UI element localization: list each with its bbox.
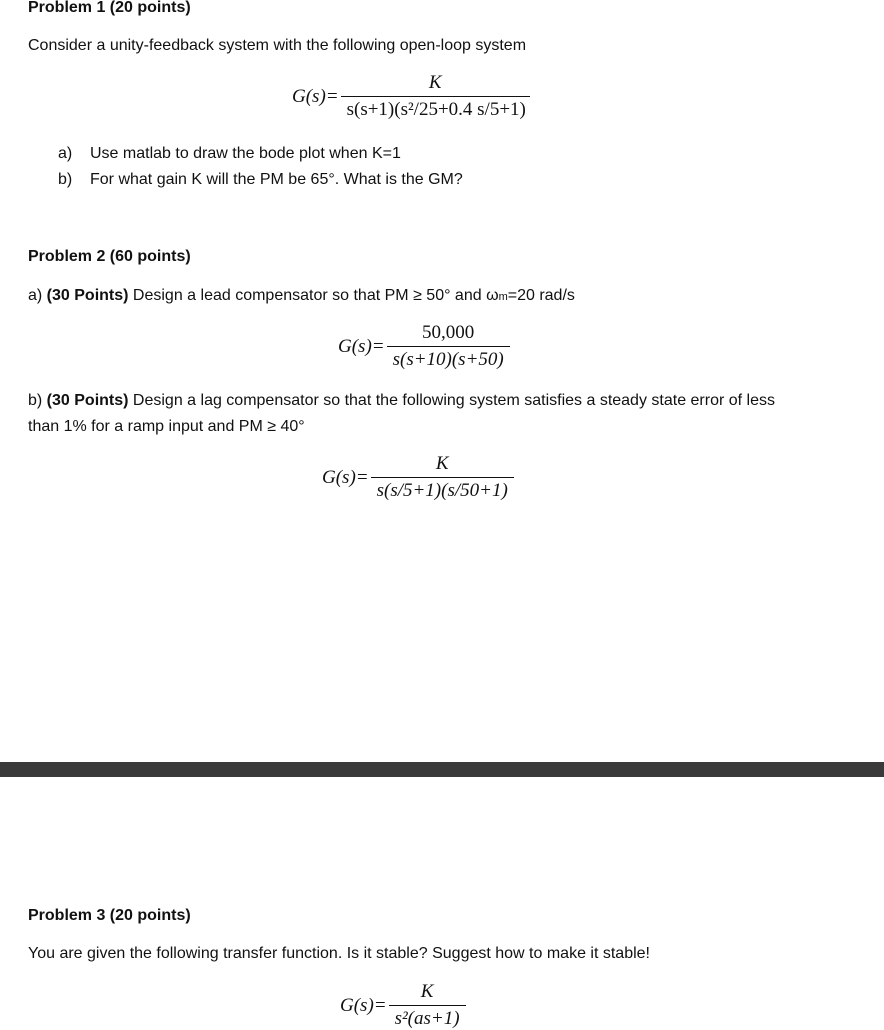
- equation-numerator: 50,000: [422, 322, 475, 343]
- problem1-title: Problem 1 (20 points): [28, 0, 191, 16]
- part-a-tail: =20 rad/s: [507, 287, 575, 304]
- problem3-title: Problem 3 (20 points): [28, 907, 191, 924]
- equation-lhs: G(s)=: [292, 85, 339, 107]
- problem1-item-b-text: For what gain K will the PM be 65°. What is the GM?: [90, 171, 463, 188]
- equation-denominator: s²(as+1): [389, 1005, 466, 1030]
- problem2-part-b: [28, 390, 775, 412]
- equation-lhs: G(s)=: [322, 466, 369, 488]
- equation-numerator: K: [435, 453, 449, 474]
- problem2-equation-1: [338, 322, 510, 371]
- problem2-title: Problem 2 (60 points): [28, 248, 191, 265]
- equation-denominator: s(s+1)(s²/25+0.4 s/5+1): [341, 96, 530, 121]
- equation-numerator: K: [420, 981, 434, 1002]
- page-separator: [0, 762, 884, 777]
- problem1-item-a-marker: a): [58, 145, 73, 162]
- problem2-part-b-line2: than 1% for a ramp input and PM ≥ 40°: [28, 418, 305, 435]
- equation-lhs: G(s)=: [338, 335, 385, 357]
- problem2-equation-2: [322, 453, 514, 502]
- part-b-text: Design a lag compensator so that the following system satisfies a steady state error of less: [128, 392, 775, 409]
- part-a-points: (30 Points): [46, 287, 129, 304]
- equation-denominator: s(s/5+1)(s/50+1): [371, 477, 514, 502]
- problem3-equation: [340, 981, 466, 1030]
- problem1-item-a-text: Use matlab to draw the bode plot when K=1: [90, 145, 401, 162]
- equation-lhs: G(s)=: [340, 994, 387, 1016]
- equation-numerator: K: [428, 72, 442, 93]
- part-b-points: (30 Points): [46, 392, 129, 409]
- problem3-text: You are given the following transfer function. Is it stable? Suggest how to make it stable!: [28, 945, 650, 962]
- part-a-text: Design a lead compensator so that PM ≥ 50° and ω: [128, 287, 499, 304]
- equation-denominator: s(s+10)(s+50): [387, 346, 510, 371]
- equation-fraction: [341, 72, 530, 121]
- part-a-label: a): [28, 287, 47, 304]
- equation-fraction: [389, 981, 466, 1030]
- part-b-label: b): [28, 392, 47, 409]
- equation-fraction: [387, 322, 510, 371]
- problem1-intro: Consider a unity-feedback system with the following open-loop system: [28, 37, 527, 54]
- part-a-subscript: m: [498, 291, 508, 303]
- equation-fraction: [371, 453, 514, 502]
- problem1-equation: [292, 72, 530, 121]
- problem1-item-b-marker: b): [58, 171, 73, 188]
- problem2-part-a: [28, 285, 575, 308]
